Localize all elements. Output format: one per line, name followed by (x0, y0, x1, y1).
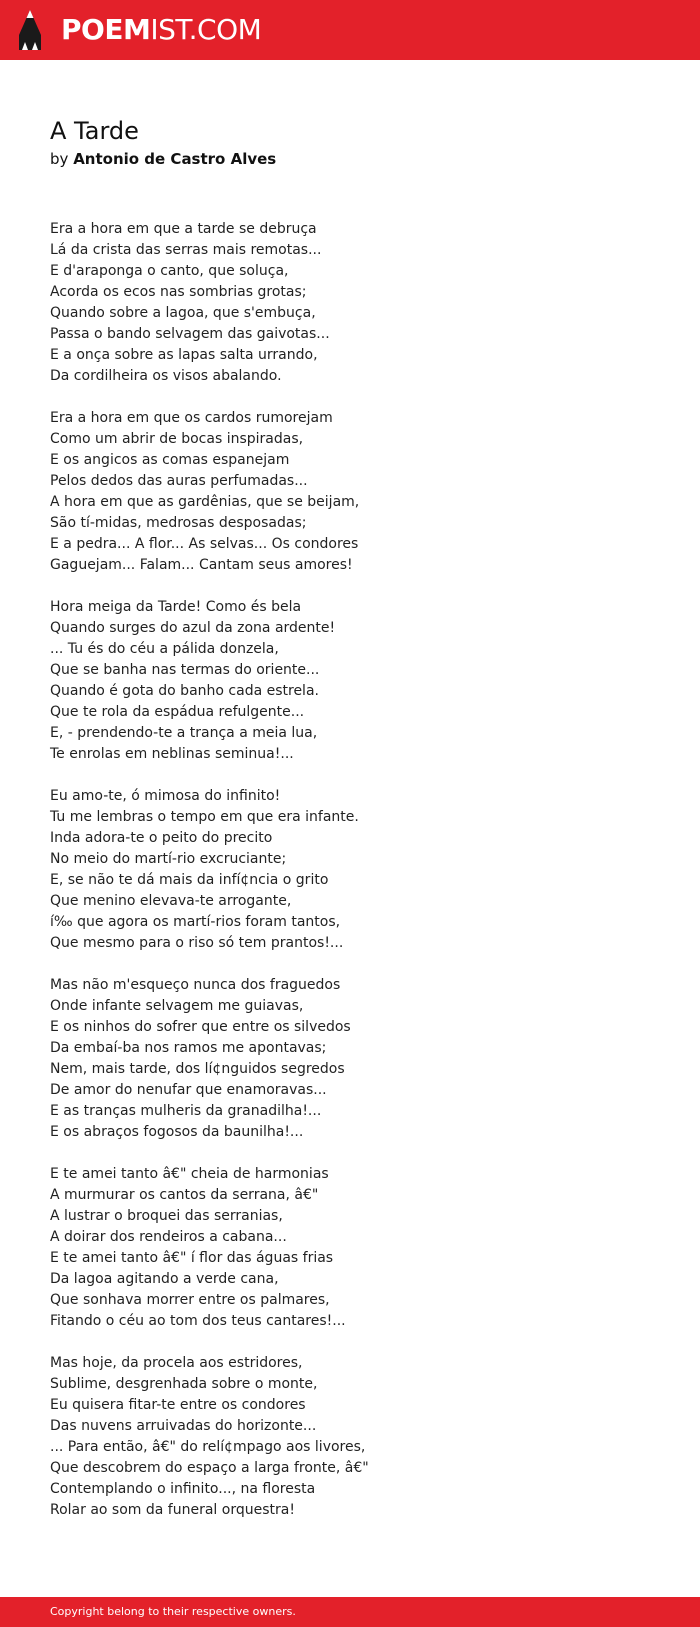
poem-line: Nem, mais tarde, dos lí¢nguidos segredos (50, 1061, 345, 1077)
poem-line: Das nuvens arruivadas do horizonte... (50, 1418, 317, 1434)
poem-line: í‰ que agora os martí-rios foram tantos, (50, 914, 341, 930)
poem-line: A murmurar os cantos da serrana, â€" (50, 1187, 319, 1203)
poem-line: Hora meiga da Tarde! Como és bela (50, 599, 302, 615)
poem-line: No meio do martí-rio excruciante; (50, 851, 287, 867)
poem-line: E as tranças mulheris da granadilha!... (50, 1103, 322, 1119)
poem-line: E, - prendendo-te a trança a meia lua, (50, 725, 318, 741)
poem-line: São tí-midas, medrosas desposadas; (50, 515, 307, 531)
poem-line: E a onça sobre as lapas salta urrando, (50, 347, 318, 363)
poem-line: Da embaí-ba nos ramos me apontavas; (50, 1040, 327, 1056)
poem-line: Era a hora em que os cardos rumorejam (50, 410, 333, 426)
poem-line: Fitando o céu ao tom dos teus cantares!... (50, 1313, 346, 1329)
poem-stanza (50, 408, 650, 576)
poem-title: A Tarde (50, 117, 139, 145)
poem-line: Acorda os ecos nas sombrias grotas; (50, 284, 307, 300)
poem-line: A doirar dos rendeiros a cabana... (50, 1229, 287, 1245)
poem-line: E, se não te dá mais da infí¢ncia o grito (50, 872, 329, 888)
poem-line: Passa o bando selvagem das gaivotas... (50, 326, 330, 342)
poem-line: Como um abrir de bocas inspiradas, (50, 431, 304, 447)
poem-line: Eu quisera fitar-te entre os condores (50, 1397, 306, 1413)
brand-light: IST.COM (150, 13, 262, 46)
poem-line: E te amei tanto â€" í flor das águas frias (50, 1250, 334, 1266)
poem-line: Contemplando o infinito..., na floresta (50, 1481, 316, 1497)
by-label: by (50, 150, 69, 168)
poem-stanza (50, 1164, 650, 1332)
poem-line: Mas hoje, da procela aos estridores, (50, 1355, 303, 1371)
copyright-notice: Copyright belong to their respective owners. (50, 1605, 296, 1618)
site-header (0, 0, 700, 60)
poem-byline (50, 148, 276, 170)
poem-line: E d'araponga o canto, que soluça, (50, 263, 289, 279)
poem-line: E a pedra... A flor... As selvas... Os condores (50, 536, 359, 552)
site-logo-link[interactable] (61, 11, 261, 49)
poem-line: ... Para então, â€" do relí¢mpago aos livores, (50, 1439, 366, 1455)
poem-line: Que te rola da espádua refulgente... (50, 704, 305, 720)
poem-line: Pelos dedos das auras perfumadas... (50, 473, 308, 489)
poem-line: Inda adora-te o peito do precito (50, 830, 273, 846)
poem-line: Quando sobre a lagoa, que s'embuça, (50, 305, 316, 321)
poem-stanza (50, 1353, 650, 1521)
poem-line: E os angicos as comas espanejam (50, 452, 290, 468)
poem-line: Que descobrem do espaço a larga fronte, â€" (50, 1460, 369, 1476)
poem-stanza (50, 786, 650, 954)
poem-line: Onde infante selvagem me guiavas, (50, 998, 304, 1014)
poem-line: Lá da crista das serras mais remotas... (50, 242, 322, 258)
poem-line: Que menino elevava-te arrogante, (50, 893, 292, 909)
poem-line: Era a hora em que a tarde se debruça (50, 221, 317, 237)
poem-stanza (50, 597, 650, 765)
poem-body (50, 219, 650, 1542)
poem-stanza (50, 975, 650, 1143)
poem-line: Da cordilheira os visos abalando. (50, 368, 282, 384)
poem-author: Antonio de Castro Alves (73, 150, 277, 168)
poem-line: De amor do nenufar que enamoravas... (50, 1082, 327, 1098)
pencil-icon[interactable] (17, 9, 43, 51)
poem-line: Que se banha nas termas do oriente... (50, 662, 320, 678)
poem-line: ... Tu és do céu a pálida donzela, (50, 641, 279, 657)
poem-line: Mas não m'esqueço nunca dos fraguedos (50, 977, 341, 993)
poem-line: Que mesmo para o riso só tem prantos!... (50, 935, 344, 951)
site-footer (0, 1597, 700, 1627)
poem-stanza (50, 219, 650, 387)
poem-line: Quando é gota do banho cada estrela. (50, 683, 319, 699)
poem-line: Sublime, desgrenhada sobre o monte, (50, 1376, 318, 1392)
poem-line: Que sonhava morrer entre os palmares, (50, 1292, 330, 1308)
poem-line: Da lagoa agitando a verde cana, (50, 1271, 279, 1287)
poem-line: E te amei tanto â€" cheia de harmonias (50, 1166, 329, 1182)
poem-line: Te enrolas em neblinas seminua!... (50, 746, 294, 762)
poem-line: Eu amo-te, ó mimosa do infinito! (50, 788, 281, 804)
poem-line: Quando surges do azul da zona ardente! (50, 620, 336, 636)
poem-line: A hora em que as gardênias, que se beijam, (50, 494, 360, 510)
brand-strong: POEM (61, 13, 151, 46)
poem-line: Rolar ao som da funeral orquestra! (50, 1502, 295, 1518)
poem-line: Gaguejam... Falam... Cantam seus amores! (50, 557, 353, 573)
poem-line: A lustrar o broquei das serranias, (50, 1208, 283, 1224)
poem-line: Tu me lembras o tempo em que era infante. (50, 809, 359, 825)
poem-line: E os ninhos do sofrer que entre os silvedos (50, 1019, 351, 1035)
poem-line: E os abraços fogosos da baunilha!... (50, 1124, 304, 1140)
